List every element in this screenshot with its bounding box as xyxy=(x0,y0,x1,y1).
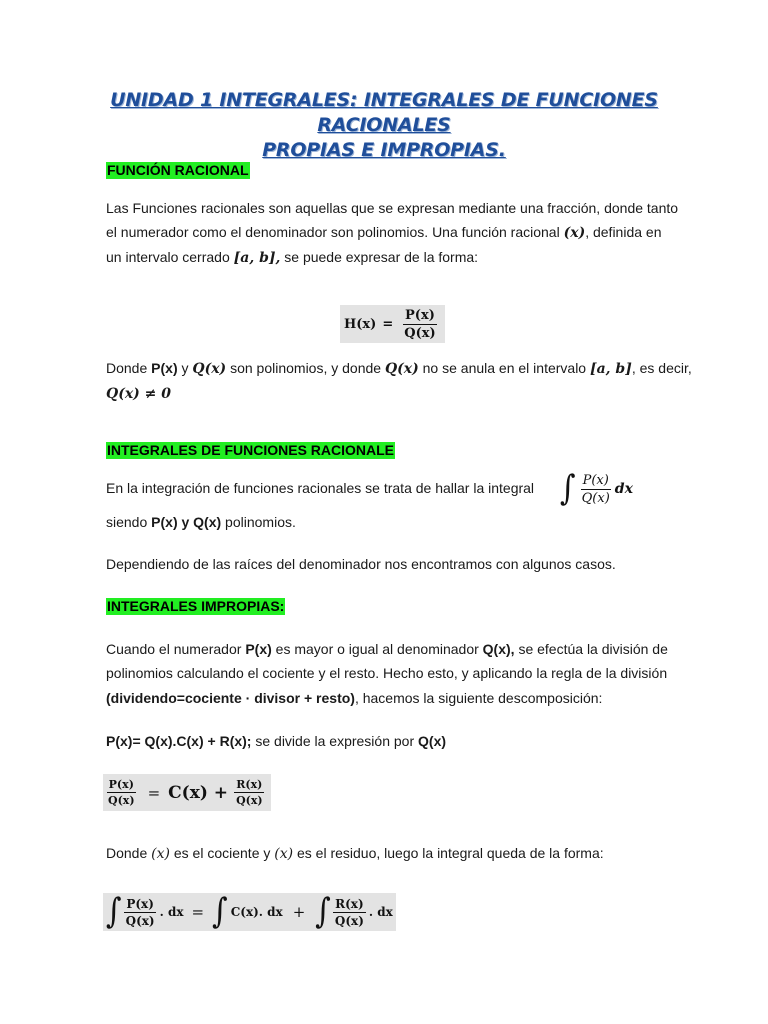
heading-funcion-racional: FUNCIÓN RACIONAL xyxy=(107,162,249,178)
paragraph-impropias-line-3: (dividendo=cociente · divisor + resto), hacemos la siguiente descomposición: xyxy=(106,690,603,706)
paragraph-division-expression: P(x)= Q(x).C(x) + R(x); se divide la expresión por Q(x) xyxy=(106,733,447,749)
formula-integral-decomposition: ∫ $\frac{P(x)}{Q(x)}$ . dx = ∫ C(x). dx + ∫ $\frac{R(x)}{Q(x)}$ . dx xyxy=(103,893,396,931)
paragraph-impropias-line-1: Cuando el numerador P(x) es mayor o igual al denominador Q(x), se efectúa la división de xyxy=(106,641,668,657)
heading-integrales-funciones-racionales: INTEGRALES DE FUNCIONES RACIONALE xyxy=(107,442,395,458)
paragraph-donde-line-2: Q(x) ≠ 0 xyxy=(106,386,172,402)
paragraph-impropias-line-2: polinomios calculando el cociente y el resto. Hecho esto, y aplicando la regla de la división xyxy=(106,665,668,681)
integral-sign: ∫ xyxy=(560,468,576,509)
document-title xyxy=(80,88,688,163)
formula-h-of-x: H(x) = $\frac{P(x)}{Q(x)}$ xyxy=(340,305,445,343)
paragraph-rational-line-1: Las Funciones racionales son aquellas que se expresan mediante una fracción, donde tanto xyxy=(106,200,679,216)
formula-integral-p-over-q: ∫ $\frac{P(x)}{Q(x)}$ dx xyxy=(560,468,633,509)
paragraph-rational-line-2: el numerador como el denominador son polinomios. Una función racional (x), definida en xyxy=(106,224,662,241)
paragraph-cociente-residuo: Donde (x) es el cociente y (x) es el residuo, luego la integral queda de la forma: xyxy=(106,845,604,862)
paragraph-donde-line-1: Donde P(x) y Q(x) son polinomios, y donde Q(x) no se anula en el intervalo [a, b], es decir, xyxy=(106,360,692,377)
title-line-1: UNIDAD 1 INTEGRALES: INTEGRALES DE FUNCIONES RACIONALES xyxy=(110,89,658,136)
fraction-p-over-q: $\frac{P(x)}{Q(x)}$ xyxy=(404,307,436,341)
paragraph-integracion-line-2: siendo P(x) y Q(x) polinomios. xyxy=(106,514,296,530)
heading-integrales-impropias: INTEGRALES IMPROPIAS: xyxy=(107,598,285,614)
paragraph-raices: Dependiendo de las raíces del denominador nos encontramos con algunos casos. xyxy=(106,556,616,572)
formula-decomposition: $\frac{P(x)}{Q(x)}$ = C(x) + $\frac{R(x)}{Q(x)}$ xyxy=(103,774,271,811)
title-line-2: PROPIAS E IMPROPIAS. xyxy=(262,139,506,161)
paragraph-rational-line-3: un intervalo cerrado [a, b], se puede expresar de la forma: xyxy=(106,249,479,266)
paragraph-integracion-line-1: En la integración de funciones racionales se trata de hallar la integral xyxy=(106,480,535,496)
